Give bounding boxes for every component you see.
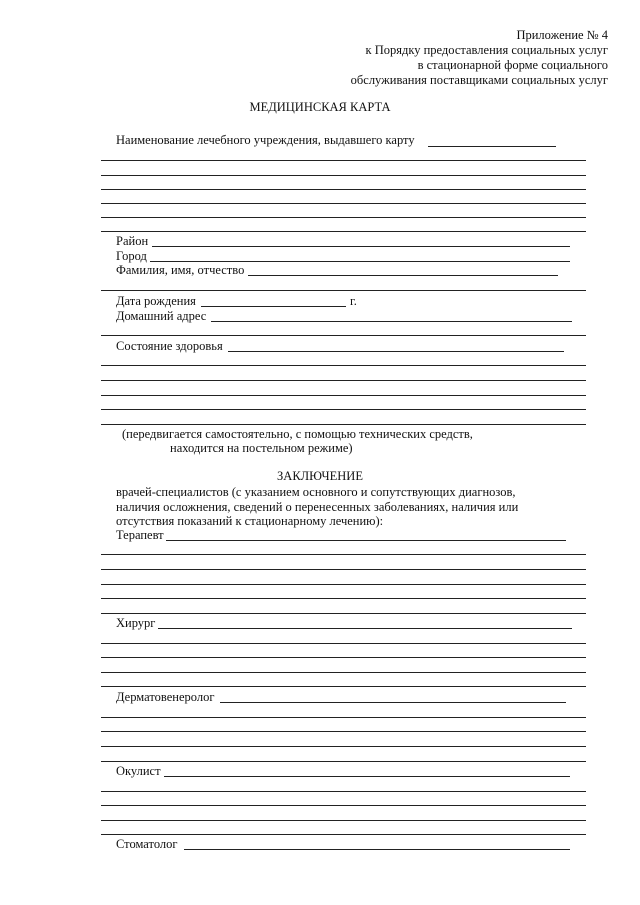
page-title: МЕДИЦИНСКАЯ КАРТА xyxy=(249,100,391,114)
surgeon-line-5[interactable] xyxy=(101,686,586,687)
dermatologist-line-4[interactable] xyxy=(101,746,586,747)
surgeon-line-3[interactable] xyxy=(101,657,586,658)
health-state-label: Состояние здоровья xyxy=(116,339,223,353)
conclusion-text-line-1: врачей-специалистов (с указанием основного и сопутствующих диагнозов, xyxy=(116,485,516,499)
surgeon-line-4[interactable] xyxy=(101,672,586,673)
health-state-input-line[interactable] xyxy=(228,351,564,352)
dermatologist-line-5[interactable] xyxy=(101,761,586,762)
therapist-line-6[interactable] xyxy=(101,613,586,614)
oculist-input-line[interactable] xyxy=(164,776,570,777)
surgeon-line-2[interactable] xyxy=(101,643,586,644)
dermatologist-label: Дерматовенеролог xyxy=(116,690,215,704)
conclusion-text-line-2: наличия осложнения, сведений о перенесенных заболеваниях, наличия или xyxy=(116,500,519,514)
oculist-line-4[interactable] xyxy=(101,820,586,821)
district-label: Район xyxy=(116,234,149,248)
dermatologist-line-3[interactable] xyxy=(101,731,586,732)
full-name-label: Фамилия, имя, отчество xyxy=(116,263,245,277)
appendix-ref-line-2: в стационарной форме социального xyxy=(417,58,608,72)
city-input-line[interactable] xyxy=(150,261,570,262)
institution-input-line[interactable] xyxy=(428,146,556,147)
therapist-line-4[interactable] xyxy=(101,584,586,585)
dentist-input-line[interactable] xyxy=(184,849,570,850)
conclusion-title: ЗАКЛЮЧЕНИЕ xyxy=(277,469,363,483)
birth-year-suffix: г. xyxy=(350,294,357,308)
dentist-label: Стоматолог xyxy=(116,837,178,851)
therapist-input-line[interactable] xyxy=(166,540,566,541)
mobility-note-line-1: (передвигается самостоятельно, с помощью технических средств, xyxy=(122,427,473,441)
full-name-input-line[interactable] xyxy=(248,275,558,276)
city-label: Город xyxy=(116,249,147,263)
oculist-line-5[interactable] xyxy=(101,834,586,835)
home-address-label: Домашний адрес xyxy=(116,309,207,323)
health-state-line-3[interactable] xyxy=(101,380,586,381)
mobility-note-line-2: находится на постельном режиме) xyxy=(170,441,353,455)
institution-line-1[interactable] xyxy=(101,160,586,161)
therapist-label: Терапевт xyxy=(116,528,164,542)
oculist-label: Окулист xyxy=(116,764,161,778)
surgeon-label: Хирург xyxy=(116,616,156,630)
health-state-line-6[interactable] xyxy=(101,424,586,425)
oculist-line-2[interactable] xyxy=(101,791,586,792)
health-state-line-2[interactable] xyxy=(101,365,586,366)
health-state-line-4[interactable] xyxy=(101,395,586,396)
institution-line-6[interactable] xyxy=(101,231,586,232)
therapist-line-2[interactable] xyxy=(101,554,586,555)
appendix-number: Приложение № 4 xyxy=(516,28,608,42)
surgeon-input-line[interactable] xyxy=(158,628,572,629)
health-state-line-5[interactable] xyxy=(101,409,586,410)
institution-label: Наименование лечебного учреждения, выдавшего карту xyxy=(116,133,415,147)
dermatologist-input-line[interactable] xyxy=(220,702,566,703)
institution-line-5[interactable] xyxy=(101,217,586,218)
birth-date-input-line[interactable] xyxy=(201,306,346,307)
conclusion-text-line-3: отсутствия показаний к стационарному лечению): xyxy=(116,514,384,528)
institution-line-2[interactable] xyxy=(101,175,586,176)
district-input-line[interactable] xyxy=(152,246,570,247)
full-name-line-2[interactable] xyxy=(101,290,586,291)
birth-date-label: Дата рождения xyxy=(116,294,196,308)
therapist-line-5[interactable] xyxy=(101,598,586,599)
therapist-line-3[interactable] xyxy=(101,569,586,570)
home-address-line-2[interactable] xyxy=(101,335,586,336)
appendix-ref-line-3: обслуживания поставщиками социальных услуг xyxy=(350,73,608,87)
oculist-line-3[interactable] xyxy=(101,805,586,806)
institution-line-3[interactable] xyxy=(101,189,586,190)
dermatologist-line-2[interactable] xyxy=(101,717,586,718)
institution-line-4[interactable] xyxy=(101,203,586,204)
appendix-ref-line-1: к Порядку предоставления социальных услуг xyxy=(365,43,608,57)
home-address-input-line[interactable] xyxy=(211,321,572,322)
